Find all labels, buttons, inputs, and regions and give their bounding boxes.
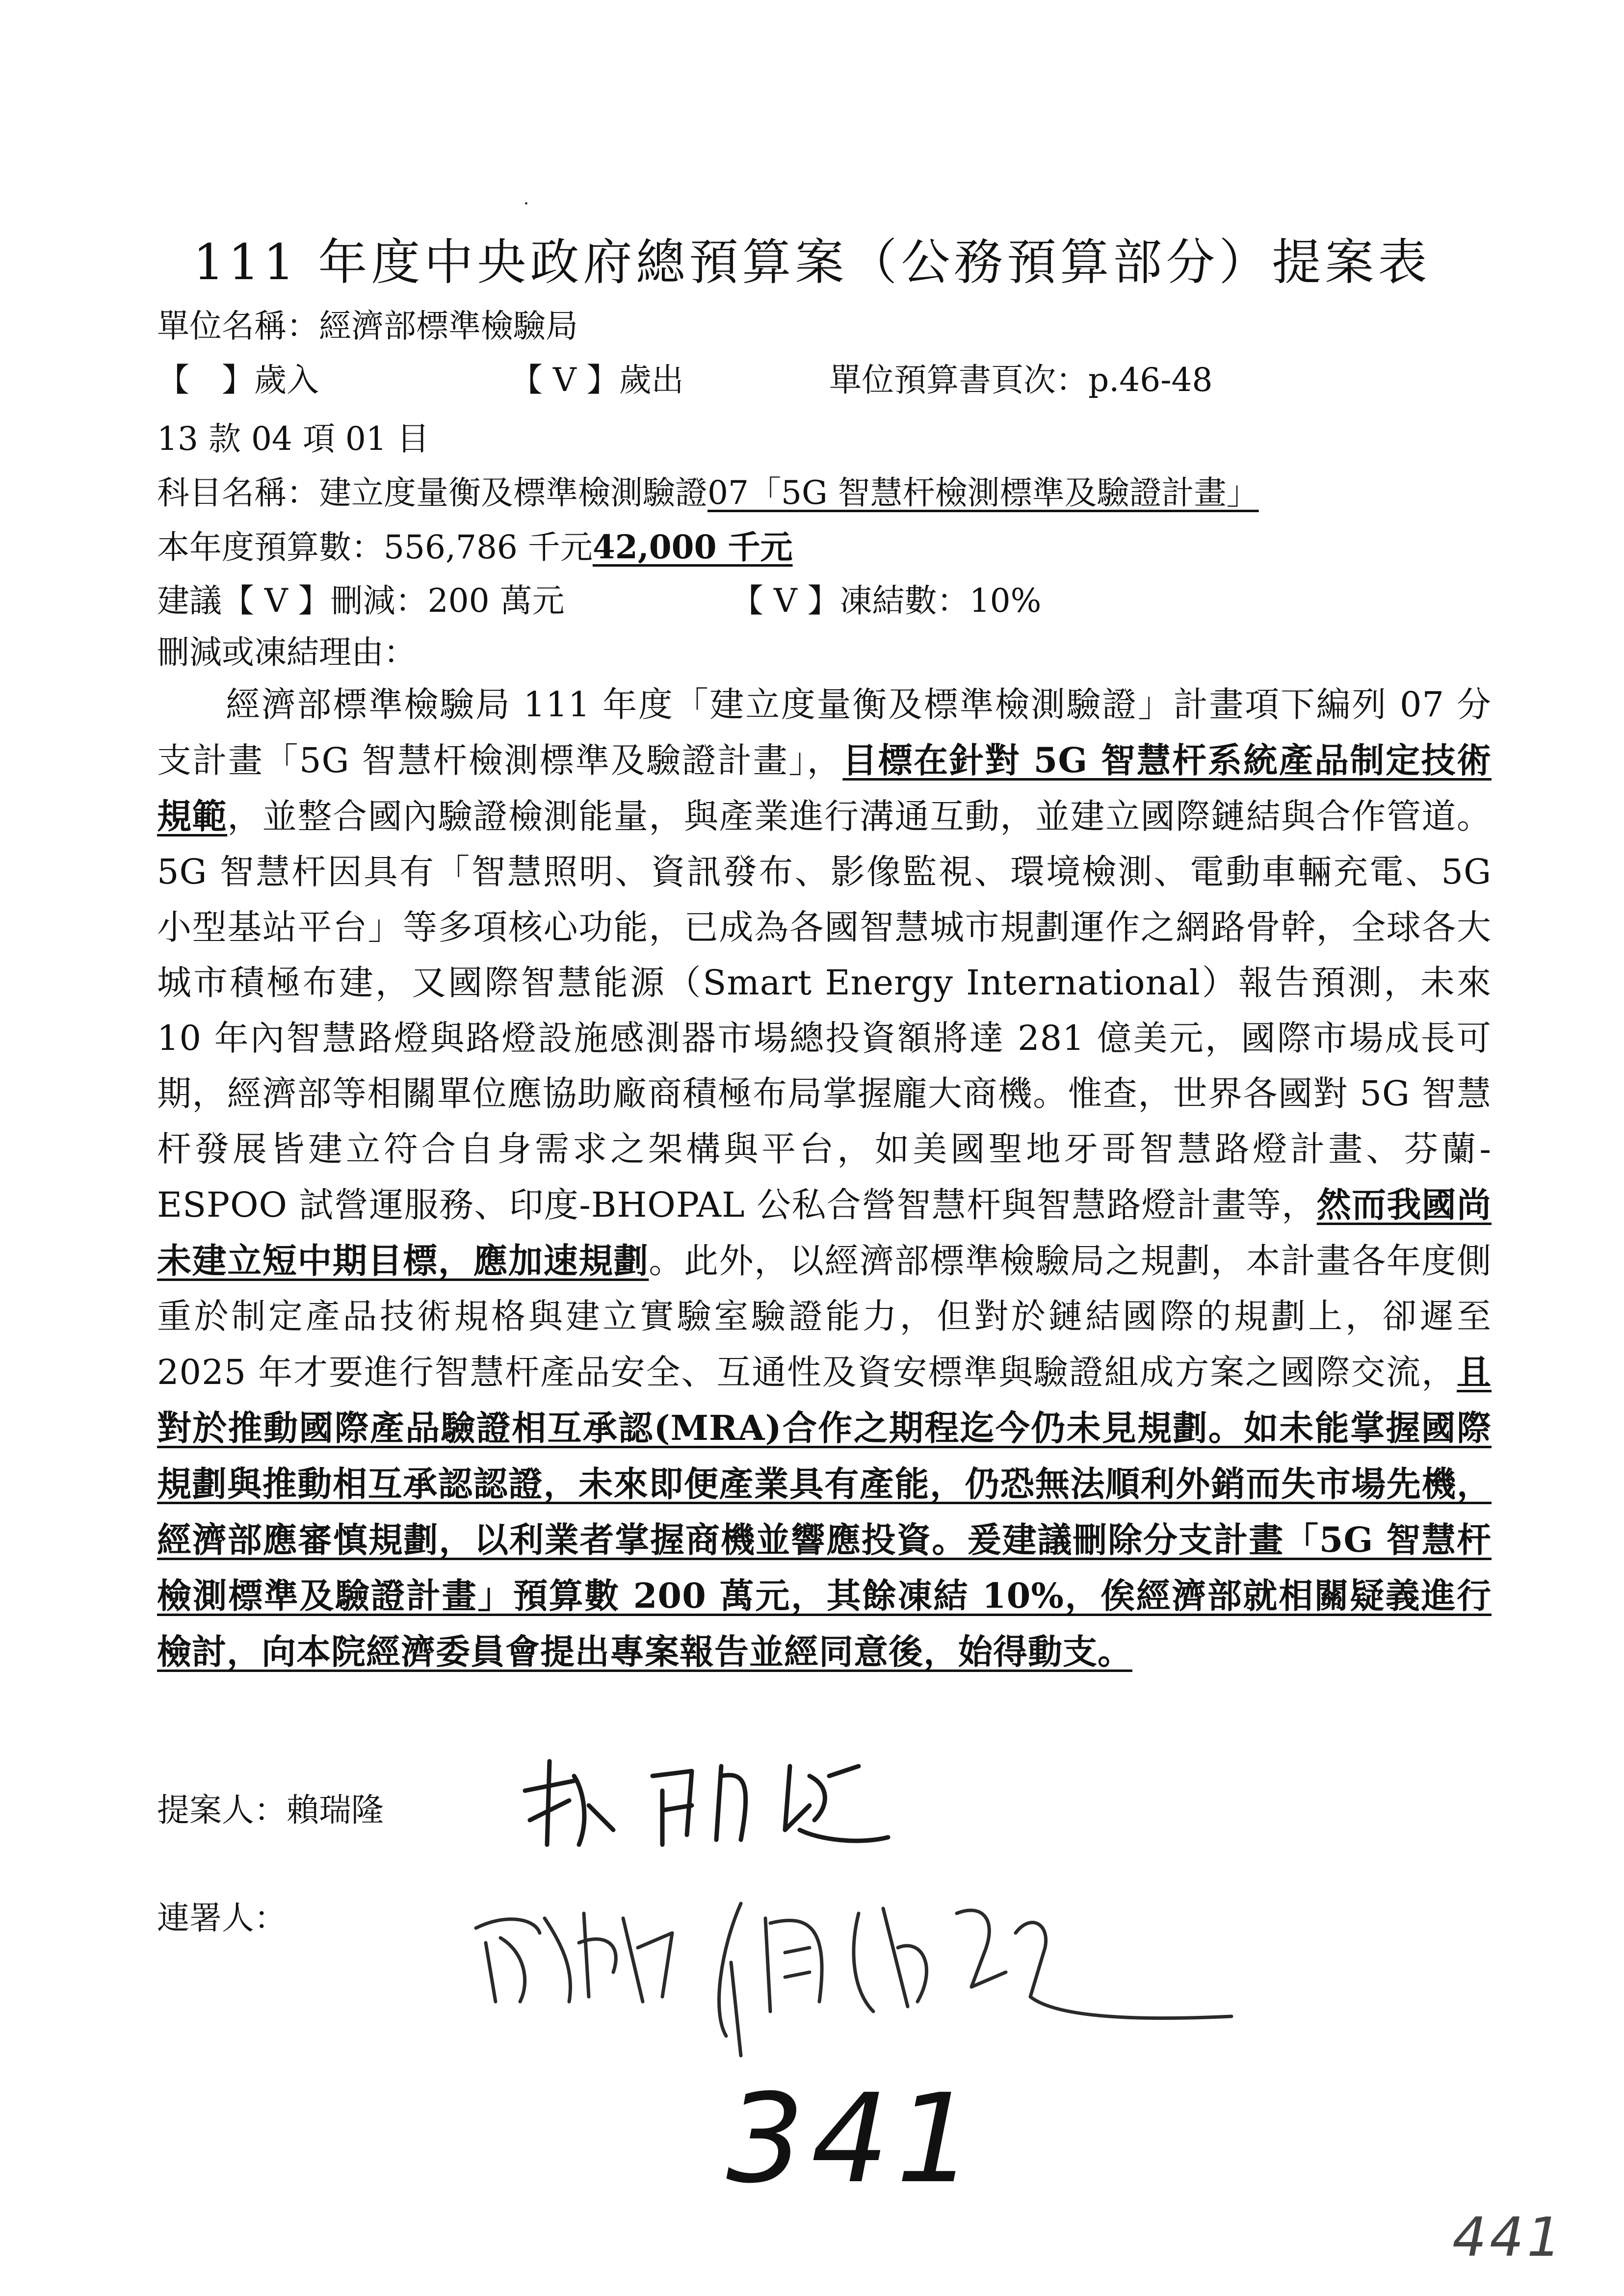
cosigner-signatures (466, 1874, 1300, 2080)
subject-line (157, 469, 1259, 518)
body-part-5: 。此外，以經濟部標準檢驗局之規劃，本計畫各年度側重於制定產品技術規格與建立實驗室驗證能力，但對於鏈結國際的規劃上，卻遲至 2025 年才要進行智慧杆產品安全、互通性及資安標準與驗證組成方案之國際交流， (157, 1241, 1492, 1392)
expenditure-checkbox: 【 V 】歲出 (510, 361, 684, 399)
freeze-ratio: 【 V 】凍結數：10% (731, 582, 1042, 620)
category-line (157, 356, 1213, 405)
cut-amount: 建議【 V 】刪減：200 萬元 (157, 582, 565, 620)
body-part-1: 經濟部標準檢驗局 111 年度「建立度量衡及標準檢測驗證」計畫項下編列 07 分支計畫「5G 智慧杆檢測標準及驗證計畫」， (157, 684, 1492, 781)
subject-detail: 07「5G 智慧杆檢測標準及驗證計畫」 (707, 474, 1259, 512)
revenue-checkbox: 【 】歲入 (157, 361, 319, 399)
proposer-label: 提案人：賴瑞隆 (157, 1791, 384, 1829)
reason-body (157, 677, 1492, 1680)
stamp-number: 441 (1452, 2206, 1564, 2269)
body-part-3: ，並整合國內驗證檢測能量，與產業進行溝通互動，並建立國際鏈結與合作管道。5G 智慧杆因具有「智慧照明、資訊發布、影像監視、環境檢測、電動車輛充電、5G 小型基站平台」等多項核心功能，已成為各國智慧城市規劃運作之網路骨幹，全球各大城市積極布建，又國際智慧能源（Smart Energy International）報告預測，未來 10 年內智慧路燈與路燈設施感測器市場總投資額將達 281 億美元，國際市場成長可期，經濟部等相關單位應協助廠商積極布局掌握龐大商機。惟查，世界各國對 5G 智慧杆發展皆建立符合自身需求之架構與平台，如美國聖地牙哥智慧路燈計畫、芬蘭-ESPOO 試營運服務、印度-BHOPAL 公私合營智慧杆與智慧路燈計畫等， (157, 796, 1492, 1225)
item-code: 13 款 04 項 01 目 (157, 420, 429, 458)
body-emphasis-1: 目標在針對 5G 智慧杆系統產品制定技術規範 (157, 740, 1492, 836)
budget-page-ref: 單位預算書頁次：p.46-48 (829, 361, 1213, 399)
unit-line: 單位名稱：經濟部標準檢驗局 (157, 307, 578, 345)
budget-line (157, 522, 792, 572)
body-emphasis-2: 然而我國尚未建立短中期目標，應加速規劃 (157, 1184, 1492, 1281)
page-number: 341 (726, 2067, 981, 2210)
budget-label: 本年度預算數：556,786 千元 (157, 528, 593, 566)
scan-speck (525, 202, 527, 205)
cosigner-label: 連署人： (157, 1899, 287, 1937)
subject-label: 科目名稱：建立度量衡及標準檢測驗證 (157, 474, 707, 512)
body-emphasis-3: 且對於推動國際產品驗證相互承認(MRA)合作之期程迄今仍未見規劃。如未能掌握國際規劃與推動相互承認認證，未來即便產業具有產能，仍恐無法順利外銷而失市場先機，經濟部應審慎規劃，以利業者掌握商機並響應投資。爰建議刪除分支計畫「5G 智慧杆檢測標準及驗證計畫」預算數 200 萬元，其餘凍結 10%，俟經濟部就相關疑義進行檢討，向本院經濟委員會提出專案報告並經同意後，始得動支。 (157, 1352, 1492, 1672)
reason-label: 刪減或凍結理由： (157, 633, 416, 671)
proposer-signature (515, 1747, 898, 1859)
page-title: 111 年度中央政府總預算案（公務預算部分）提案表 (193, 234, 1431, 291)
budget-detail: 42,000 千元 (592, 528, 793, 566)
suggestion-line (157, 576, 1042, 626)
